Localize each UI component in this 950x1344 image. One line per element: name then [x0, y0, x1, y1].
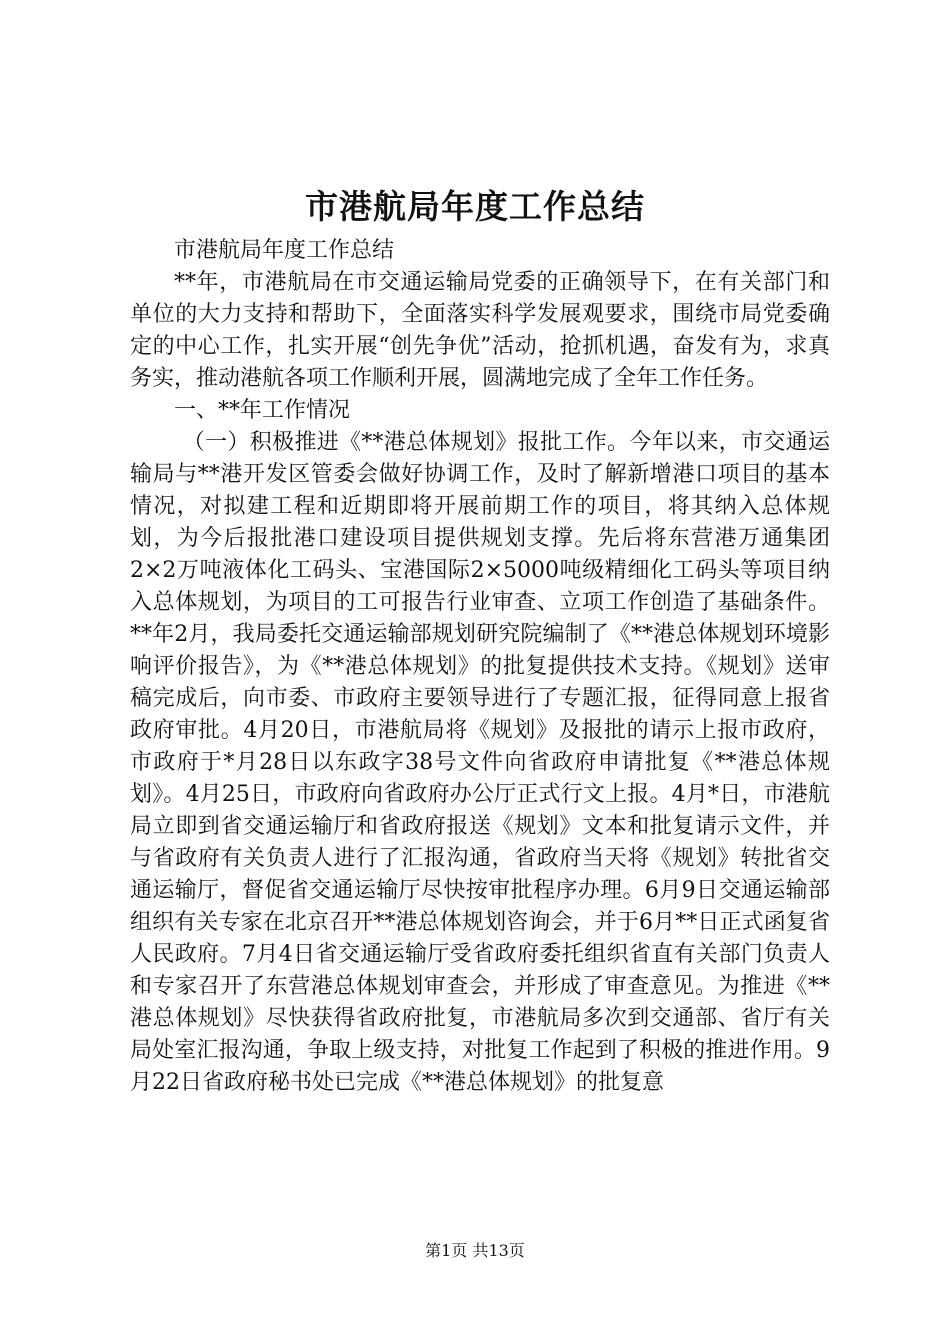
section-heading: 一、**年工作情况	[174, 398, 351, 423]
paragraph-section-1: （一）积极推进《**港总体规划》报批工作。今年以来，市交通运输局与**港开发区管委会做好协调工作，及时了解新增港口项目的基本情况，对拟建工程和近期即将开展前期工作的项目，将其纳入总体规划，为今后报批港口建设项目提供规划支撑。先后将东营港万通集团2×2万吨液体化工码头、宝港国际2×5000吨级精细化工码头等项目纳入总体规划，为项目的工可报告行业审查、立项工作创造了基础条件。**年2月，我局委托交通运输部规划研究院编制了《**港总体规划环境影响评价报告》，为《**港总体规划》的批复提供技术支持。《规划》送审稿完成后，向市委、市政府主要领导进行了专题汇报，征得同意上报省政府审批。4月20日，市港航局将《规划》及报批的请示上报市政府，市政府于*月28日以东政字38号文件向省政府申请批复《**港总体规划》。4月25日，市政府向省政府办公厅正式行文上报。4月*日，市港航局立即到省交通运输厅和省政府报送《规划》文本和批复请示文件，并与省政府有关负责人进行了汇报沟通，省政府当天将《规划》转批省交通运输厅，督促省交通运输厅尽快按审批程序办理。6月9日交通运输部组织有关专家在北京召开**港总体规划咨询会，并于6月**日正式函复省人民政府。7月4日省交通运输厅受省政府委托组织省直有关部门负责人和专家召开了东营港总体规划审查会，并形成了审查意见。为推进《**港总体规划》尽快获得省政府批复，市港航局多次到交通部、省厅有关局处室汇报沟通，争取上级支持，对批复工作起到了积极的推进作用。9月22日省政府秘书处已完成《**港总体规划》的批复意	[130, 430, 830, 1095]
paragraph-subtitle: 市港航局年度工作总结	[174, 238, 395, 263]
document-title: 市港航局年度工作总结	[305, 187, 645, 226]
document-body	[130, 235, 830, 1099]
page-footer: 第1页 共13页	[425, 1241, 525, 1260]
paragraph-intro: **年，市港航局在市交通运输局党委的正确领导下，在有关部门和单位的大力支持和帮助下，全面落实科学发展观要求，围绕市局党委确定的中心工作，扎实开展“创先争优”活动，抢抓机遇，奋发有为，求真务实，推动港航各项工作顺利开展，圆满地完成了全年工作任务。	[130, 270, 830, 391]
